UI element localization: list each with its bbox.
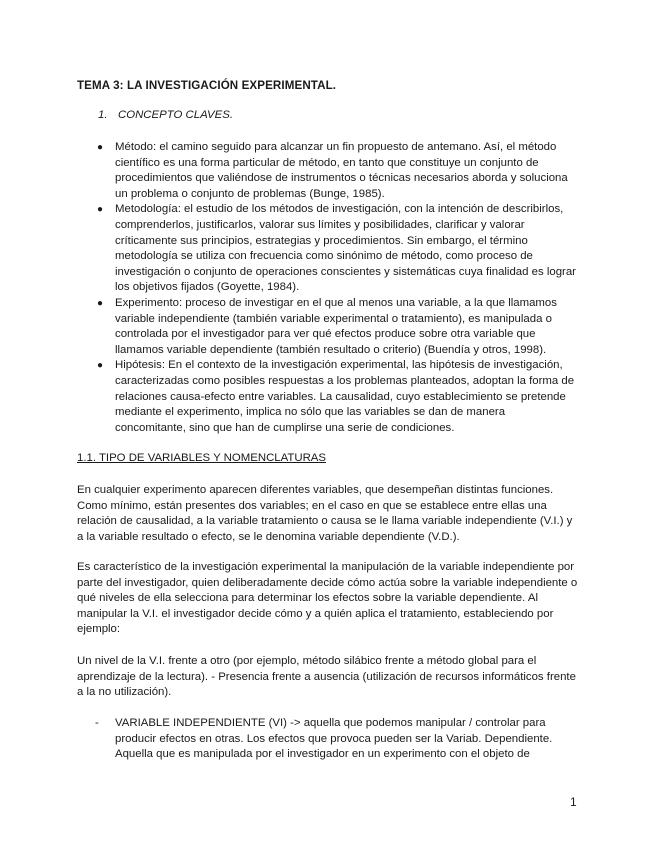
bullet-icon: ● [97,360,104,372]
list-item [78,358,578,436]
list-item [78,202,578,296]
list-item-text: Metodología: el estudio de los métodos de investigación, con la intención de describirlos, comprenderlos, justificarlos, valorar sus límites y posibilidades, clarificar y valorar críticamente sus principios, estrategias y procedimientos. Sin embargo, el término metodología se utiliza con frecuencia como sinónimo de método, como proceso de investigación o conjunto de operaciones conscientes y sistemáticas cuya finalidad es lograr los objetivos fijados (Goyette, 1984). [115,203,576,294]
bullet-icon: ● [97,142,104,153]
list-item-text: Método: el camino seguido para alcanzar un fin propuesto de antemano. Así, el método científico es una forma particular de método, en tanto que constituye un conjunto de procedimientos que valiéndose de instrumentos o técnicas necesarios aborda y soluciona un problema o conjunto de problemas (Bunge, 1985). [115,141,568,200]
list-item [78,716,581,763]
list-item [78,296,578,358]
list-item-text: VARIABLE INDEPENDIENTE (VI) -> aquella que podemos manipular / controlar para producir efectos en otras. Los efectos que provoca pueden ser la Variab. Dependiente. Aquella que es manipulada por el investigador en un experimento con el objeto de [115,717,553,761]
bullet-icon: ● [97,297,104,309]
paragraph: Es característico de la investigación experimental la manipulación de la variable independiente por parte del investigador, quien deliberadamente decide cómo actúa sobre la variable independiente o qué niveles de ella selecciona para determinar los efectos sobre la variable dependiente. Al manipular la V.I. el investigador decide cómo y a quién aplica el tratamiento, estableciendo por ejemplo: [77,561,578,636]
document-title: TEMA 3: LA INVESTIGACIÓN EXPERIMENTAL. [77,79,337,92]
list-item-text: Experimento: proceso de investigar en el que al menos una variable, a la que llamamos variable independiente (también variable experimental o tratamiento), es manipulada o controlada por el investigador para ver qué efectos produce sobre otra variable que llamamos variable dependiente (también resultado o criterio) (Buendía y otros, 1998). [115,296,557,356]
dash-icon: - [95,717,99,729]
section-title: 1.1. TIPO DE VARIABLES Y NOMENCLATURAS [77,452,326,464]
subheading [98,108,233,124]
variable-list [78,716,581,763]
bullet-icon: ● [97,204,104,216]
subheading-text: CONCEPTO CLAVES. [118,109,233,121]
subheading-number: 1. [98,109,108,121]
list-item [78,140,578,202]
concept-list [78,140,578,436]
page-number: 1 [570,795,577,809]
paragraph: Un nivel de la V.I. frente a otro (por ejemplo, método silábico frente a método global para el aprendizaje de la lectura). - Presencia frente a ausencia (utilización de recursos informáticos frente a la no utilización). [77,655,576,699]
paragraph: En cualquier experimento aparecen diferentes variables, que desempeñan distintas funciones. Como mínimo, están presentes dos variables; en el caso en que se establece entre ellas una relación de causalidad, a la variable tratamiento o causa se le llama variable independiente (V.I.) y a la variable resultado o efecto, se le denomina variable dependiente (V.D.). [77,484,573,543]
list-item-text: Hipótesis: En el contexto de la investigación experimental, las hipótesis de investigación, caracterizadas como posibles respuestas a los problemas planteados, adoptan la forma de relaciones causa-efecto entre variables. La causalidad, cuyo establecimiento se pretende mediante el experimento, implica no sólo que las variables se dan de manera concomitante, sino que han de cumplirse una serie de condiciones. [115,359,575,434]
